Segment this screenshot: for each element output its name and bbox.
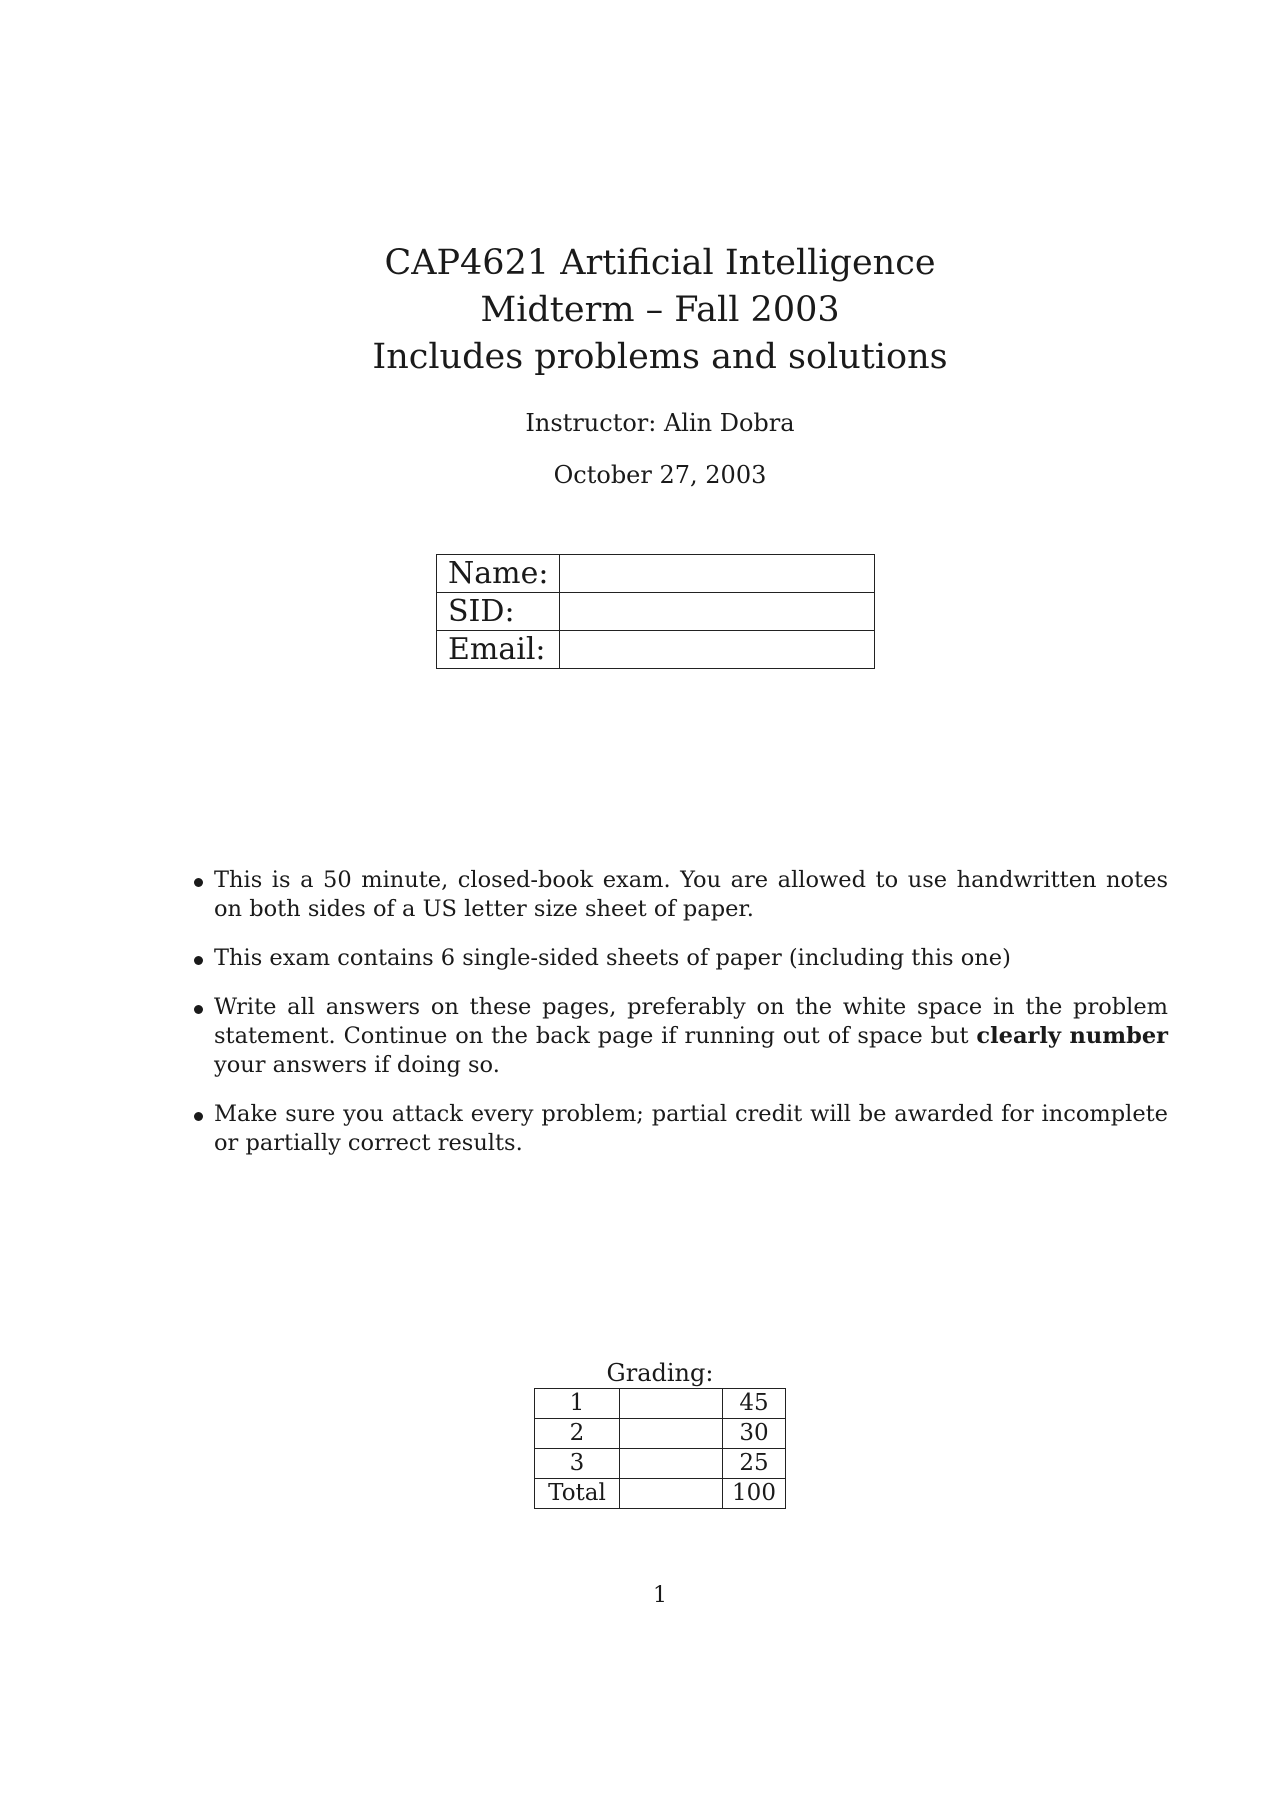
problem-number: 2 <box>535 1419 620 1449</box>
instruction-text: your answers if doing so. <box>214 1052 500 1078</box>
instruction-emphasis: clearly number <box>976 1023 1168 1049</box>
grading-total-row <box>535 1479 786 1509</box>
name-field[interactable] <box>560 555 875 593</box>
instructions-list <box>190 866 1168 1178</box>
instruction-text: Make sure you attack every problem; partial credit will be awarded for incomplete or partially correct results. <box>214 1101 1168 1156</box>
course-title: CAP4621 Artificial Intelligence <box>384 243 936 283</box>
info-row-email <box>437 631 875 669</box>
max-points: 25 <box>723 1449 786 1479</box>
problem-number: 1 <box>535 1389 620 1419</box>
instruction-text: This exam contains 6 single-sided sheets of paper (including this one) <box>214 945 1011 971</box>
sid-label: SID: <box>437 593 560 631</box>
total-score-cell[interactable] <box>620 1479 723 1509</box>
name-label: Name: <box>437 555 560 593</box>
max-points: 30 <box>723 1419 786 1449</box>
grading-row <box>535 1389 786 1419</box>
exam-title <box>0 240 1280 381</box>
exam-name: Midterm – Fall 2003 <box>480 290 840 330</box>
email-field[interactable] <box>560 631 875 669</box>
student-info-table <box>436 554 875 669</box>
max-points: 45 <box>723 1389 786 1419</box>
grading-table <box>534 1388 786 1509</box>
grading-row <box>535 1419 786 1449</box>
sid-field[interactable] <box>560 593 875 631</box>
instruction-text: This is a 50 minute, closed-book exam. You are allowed to use handwritten notes on both sides of a US letter size sheet of paper. <box>214 867 1168 922</box>
score-cell[interactable] <box>620 1449 723 1479</box>
grading-row <box>535 1449 786 1479</box>
exam-date: October 27, 2003 <box>553 461 767 489</box>
instruction-item <box>190 866 1168 924</box>
info-row-sid <box>437 593 875 631</box>
info-row-name <box>437 555 875 593</box>
instruction-item <box>190 1100 1168 1158</box>
instruction-item <box>190 993 1168 1080</box>
instruction-text: Write all answers on these pages, preferably on the white space in the problem statement. Continue on the back page if running out of space but <box>214 994 1168 1049</box>
email-label: Email: <box>437 631 560 669</box>
score-cell[interactable] <box>620 1419 723 1449</box>
exam-subtitle: Includes problems and solutions <box>372 337 948 377</box>
total-label: Total <box>535 1479 620 1509</box>
grading-label: Grading: <box>606 1359 714 1387</box>
problem-number: 3 <box>535 1449 620 1479</box>
total-points: 100 <box>723 1479 786 1509</box>
page-number: 1 <box>653 1583 667 1608</box>
instructor: Instructor: Alin Dobra <box>525 409 795 437</box>
instruction-item <box>190 944 1168 973</box>
score-cell[interactable] <box>620 1389 723 1419</box>
